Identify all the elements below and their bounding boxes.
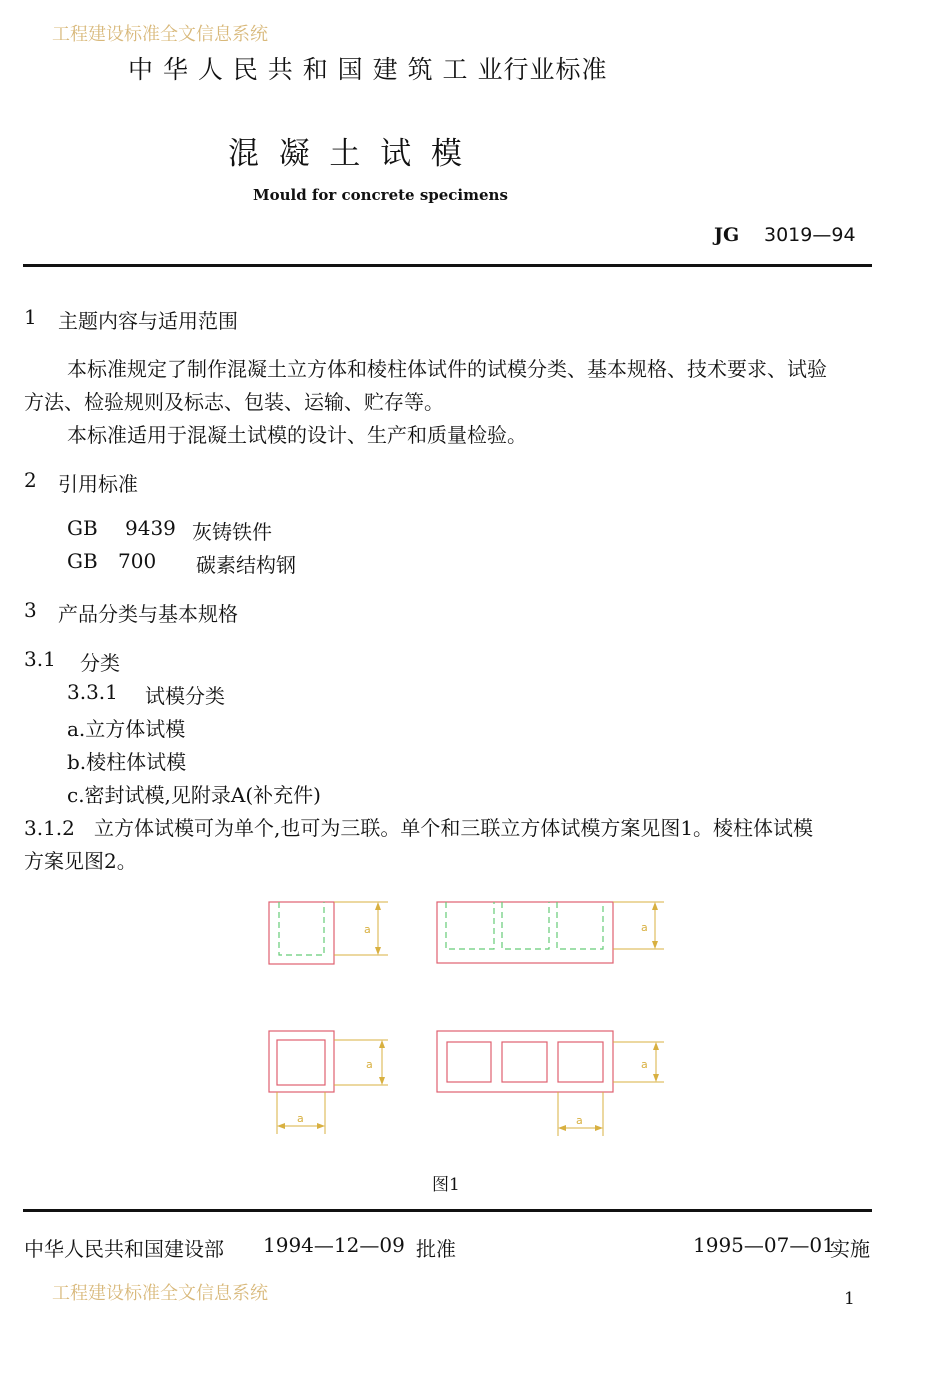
std-prefix: JG	[714, 224, 740, 246]
list-item-c: c.密封试模,见附录A(补充件)	[67, 783, 321, 807]
dim-label-a-5: a	[641, 1058, 648, 1071]
ref-1-code: GB	[67, 516, 98, 540]
ref-2-name: 碳素结构钢	[196, 553, 296, 577]
figure-caption: 图1	[432, 1175, 460, 1195]
ref-1-number: 9439	[125, 516, 176, 540]
ref-2-code: GB	[67, 549, 98, 573]
page-number: 1	[844, 1289, 855, 1309]
triple-cube-section	[437, 902, 664, 963]
watermark-top: 工程建设标准全文信息系统	[52, 24, 268, 45]
section-3-number: 3	[24, 598, 37, 622]
dim-label-a-4: a	[297, 1112, 304, 1125]
section-3-3-1-title: 试模分类	[145, 684, 225, 708]
section-3-3-1-number: 3.3.1	[67, 680, 118, 704]
section-3-1-2-line-1: 3.1.2 立方体试模可为单个,也可为三联。单个和三联立方体试模方案见图1。棱柱体试模	[24, 816, 814, 840]
effective-word: 实施	[830, 1237, 870, 1261]
std-number: 3019—94	[764, 224, 856, 246]
section-3-title: 产品分类与基本规格	[58, 602, 238, 626]
section-1-title: 主题内容与适用范围	[58, 309, 238, 333]
section-1-para-2: 本标准适用于混凝土试模的设计、生产和质量检验。	[67, 423, 527, 447]
section-3-1-number: 3.1	[24, 647, 56, 671]
section-3-1-title: 分类	[80, 651, 120, 675]
single-cube-section	[269, 902, 388, 964]
doc-title-en: Mould for concrete specimens	[253, 186, 508, 204]
approve-word: 批准	[416, 1237, 456, 1261]
ref-2-number: 700	[118, 549, 157, 573]
watermark-bottom: 工程建设标准全文信息系统	[52, 1283, 268, 1304]
section-3-1-2-line-2: 方案见图2。	[24, 849, 137, 873]
dim-label-a-3: a	[366, 1058, 373, 1071]
section-1-para-1-line-2: 方法、检验规则及标志、包装、运输、贮存等。	[24, 390, 444, 414]
dim-label-a-6: a	[576, 1114, 583, 1127]
footer-rule	[23, 1209, 872, 1212]
dim-label-a-1: a	[364, 923, 371, 936]
section-2-title: 引用标准	[58, 472, 138, 496]
effective-date: 1995—07—01	[693, 1233, 835, 1257]
list-item-a: a.立方体试模	[67, 717, 186, 741]
dim-label-a-2: a	[641, 921, 648, 934]
triple-cube-plan	[437, 1031, 664, 1136]
org-title: 中 华 人 民 共 和 国 建 筑 工 业行业标准	[128, 55, 608, 84]
issuer: 中华人民共和国建设部	[24, 1237, 224, 1261]
section-2-number: 2	[24, 468, 37, 492]
doc-title: 混 凝 土 试 模	[228, 136, 462, 172]
section-1-number: 1	[24, 305, 37, 329]
list-item-b: b.棱柱体试模	[67, 750, 187, 774]
single-cube-plan	[269, 1031, 388, 1134]
ref-1-name: 灰铸铁件	[192, 520, 272, 544]
approve-date: 1994—12—09	[263, 1233, 405, 1257]
section-1-para-1-line-1: 本标准规定了制作混凝土立方体和棱柱体试件的试模分类、基本规格、技术要求、试验	[67, 357, 827, 381]
